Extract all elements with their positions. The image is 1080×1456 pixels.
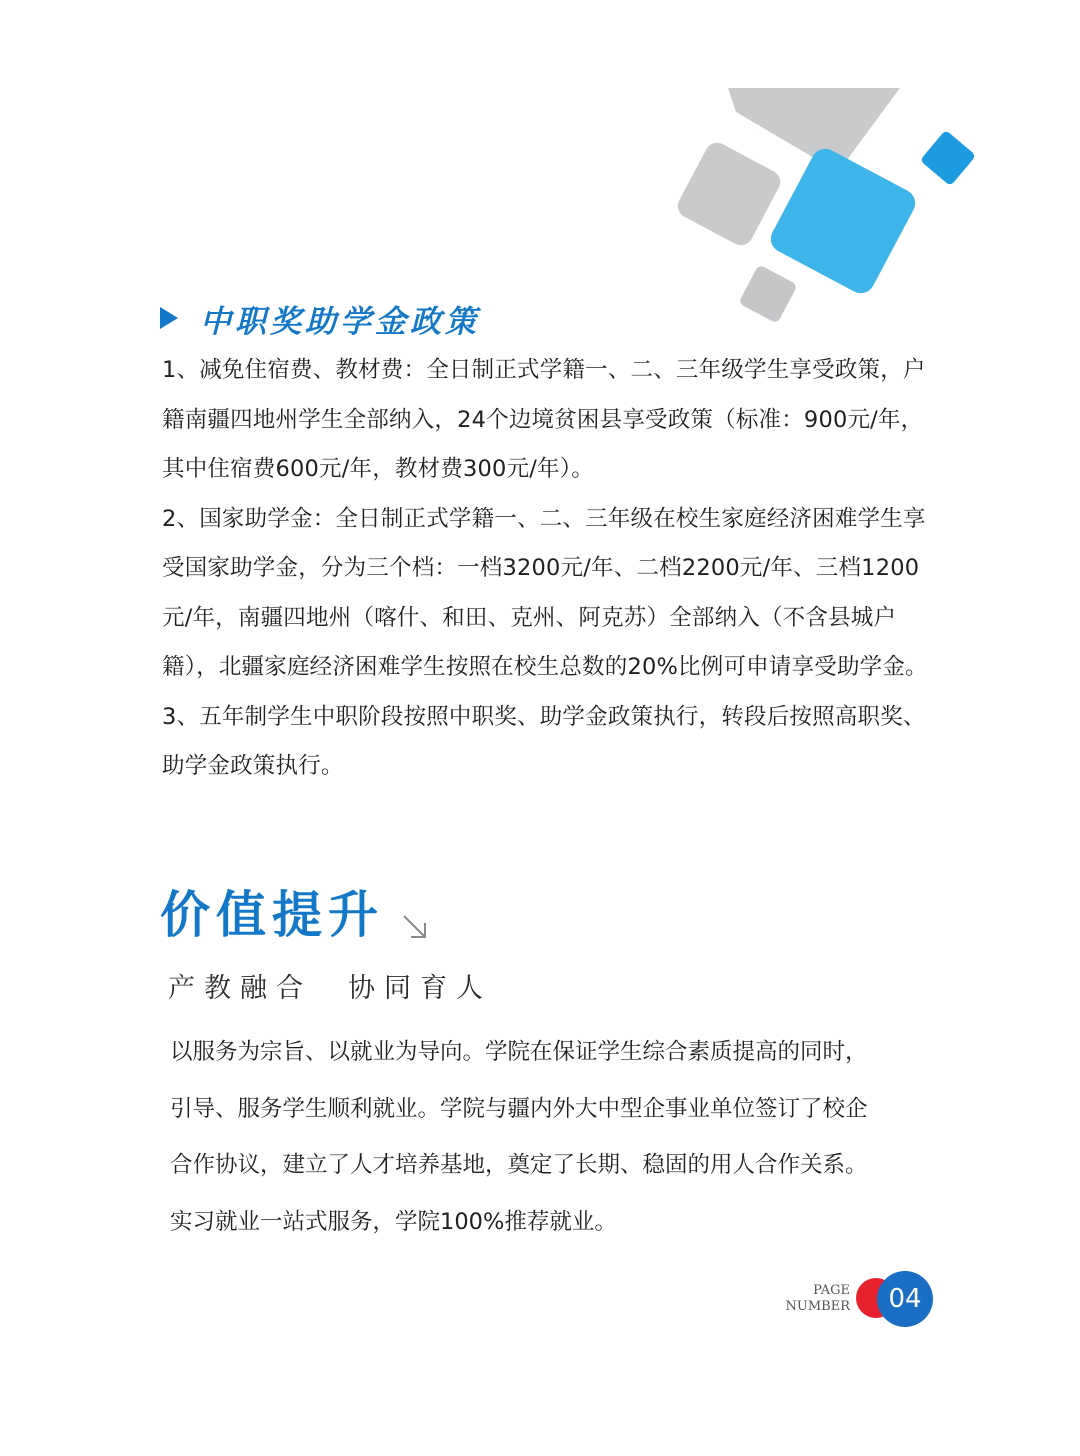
section2-body [170,1024,940,1250]
section2-title: 价值提升 [160,886,384,944]
page-number-badge: 04 [877,1271,933,1327]
section2-heading [160,882,430,948]
body-line: 实习就业一站式服务，学院100%推荐就业。 [170,1208,617,1235]
section2-subtitle: 产教融合 协同育人 [168,973,492,1004]
section1-heading [160,296,480,340]
body-line: 以服务为宗旨、以就业为导向。学院在保证学生综合素质提高的同时， [170,1039,868,1065]
policy-item-1: 1、减免住宿费、教材费：全日制正式学籍一、二、三年级学生享受政策，户籍南疆四地州学生全部纳入，24个边境贫困县享受政策（标准：900元/年，其中住宿费600元/年，教材费300元/年）。 [162,357,926,482]
body-line: 合作协议，建立了人才培养基地，奠定了长期、稳固的用人合作关系。 [170,1152,868,1178]
blue-square-small [920,130,976,186]
arrow-down-right-icon [400,912,430,942]
page-label-line1: PAGE [813,1283,850,1298]
policy-list [162,346,932,792]
section1-title: 中职奖助学金政策 [200,303,480,340]
page-label-line2: NUMBER [785,1299,850,1314]
policy-item-3: 3、五年制学生中职阶段按照中职奖、助学金政策执行，转段后按照高职奖、助学金政策执行。 [162,703,926,779]
decorative-shapes [0,0,1080,340]
play-triangle-icon [160,307,178,329]
body-line: 引导、服务学生顺利就业。学院与疆内外大中型企事业单位签订了校企 [170,1095,868,1122]
grey-square-large [674,139,785,250]
grey-square-small [738,264,798,324]
blue-square-large [766,144,920,298]
page-number-label [770,1283,850,1315]
policy-item-2: 2、国家助学金：全日制正式学籍一、二、三年级在校生家庭经济困难学生享受国家助学金，分为三个档：一档3200元/年、二档2200元/年、三档1200元/年，南疆四地州（喀什、和田、克州、阿克苏）全部纳入（不含县城户籍），北疆家庭经济困难学生按照在校生总数的20%比例可申请享受助学金。 [162,505,928,680]
